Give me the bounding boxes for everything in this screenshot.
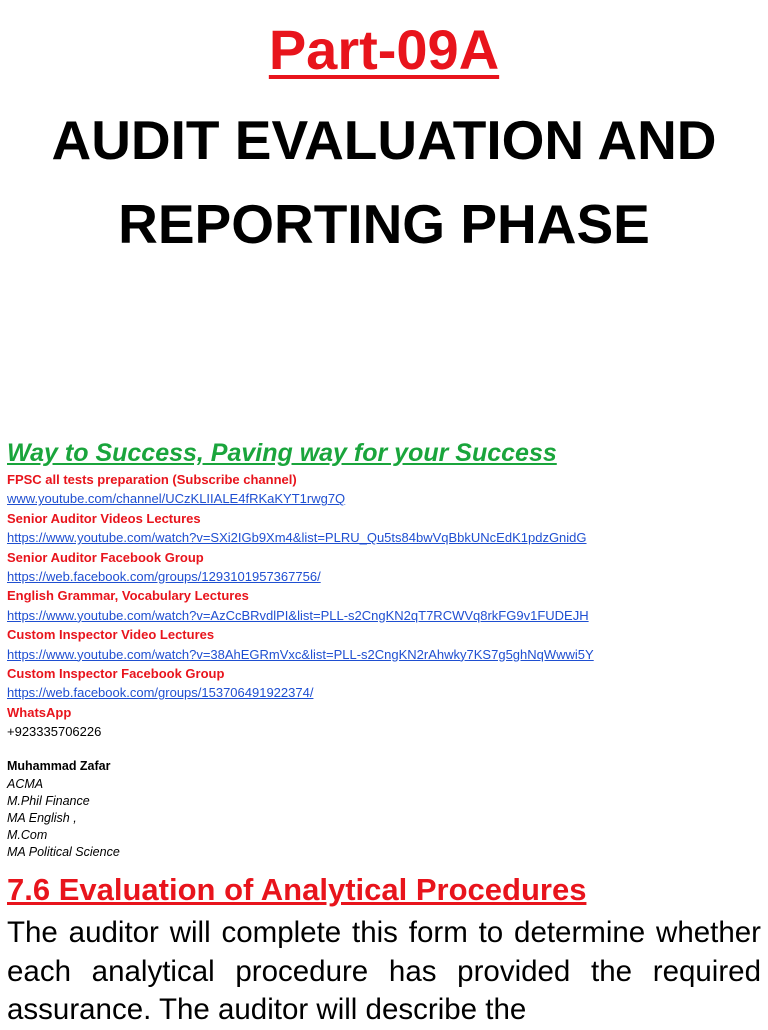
link-label: English Grammar, Vocabulary Lectures (7, 588, 249, 604)
slogan: Way to Success, Paving way for your Success (7, 439, 557, 467)
link-label: Senior Auditor Facebook Group (7, 549, 204, 565)
qualification: MA Political Science (7, 845, 120, 859)
qualification: MA English , (7, 811, 77, 825)
qualification: ACMA (7, 777, 44, 791)
link-label: WhatsApp (7, 704, 72, 720)
author-block (7, 757, 120, 861)
english-grammar-link[interactable]: https://www.youtube.com/watch?v=AzCcBRvdlPI&list=PLL-s2CngKN2qT7RCWVq8rkFG9v1FUDEJH (7, 607, 589, 623)
custom-inspector-videos-link[interactable]: https://www.youtube.com/watch?v=38AhEGRmVxc&list=PLL-s2CngKN2rAhwky7KS7g5ghNqWwwi5Y (7, 646, 594, 662)
qualification: M.Com (7, 828, 48, 842)
channel-link[interactable]: www.youtube.com/channel/UCzKLIIALE4fRKaKYT1rwg7Q (7, 491, 346, 507)
link-label: Custom Inspector Video Lectures (7, 627, 215, 643)
link-label: FPSC all tests preparation (Subscribe channel) (7, 472, 297, 487)
custom-inspector-facebook-link[interactable]: https://web.facebook.com/groups/153706491922374/ (7, 685, 314, 701)
author-name: Muhammad Zafar (7, 759, 111, 773)
title-line-1: AUDIT EVALUATION AND (51, 109, 717, 171)
title-line-2: REPORTING PHASE (118, 193, 650, 255)
link-label: Senior Auditor Videos Lectures (7, 510, 201, 526)
senior-auditor-facebook-link[interactable]: https://web.facebook.com/groups/1293101957367756/ (7, 568, 321, 584)
section-heading: 7.6 Evaluation of Analytical Procedures (7, 872, 587, 907)
qualification: M.Phil Finance (7, 794, 90, 808)
section-body: The auditor will complete this form to determine whether each analytical procedure has provided the required assurance. The auditor will describe the (7, 916, 761, 1026)
link-label: Custom Inspector Facebook Group (7, 665, 225, 681)
whatsapp-number: +923335706226 (7, 724, 102, 740)
senior-auditor-videos-link[interactable]: https://www.youtube.com/watch?v=SXi2IGb9Xm4&list=PLRU_Qu5ts84bwVqBbkUNcEdK1pdzGnidG (7, 530, 587, 546)
page-title (0, 98, 768, 266)
resource-links (7, 470, 762, 741)
part-number: Part-09A (268, 18, 500, 81)
